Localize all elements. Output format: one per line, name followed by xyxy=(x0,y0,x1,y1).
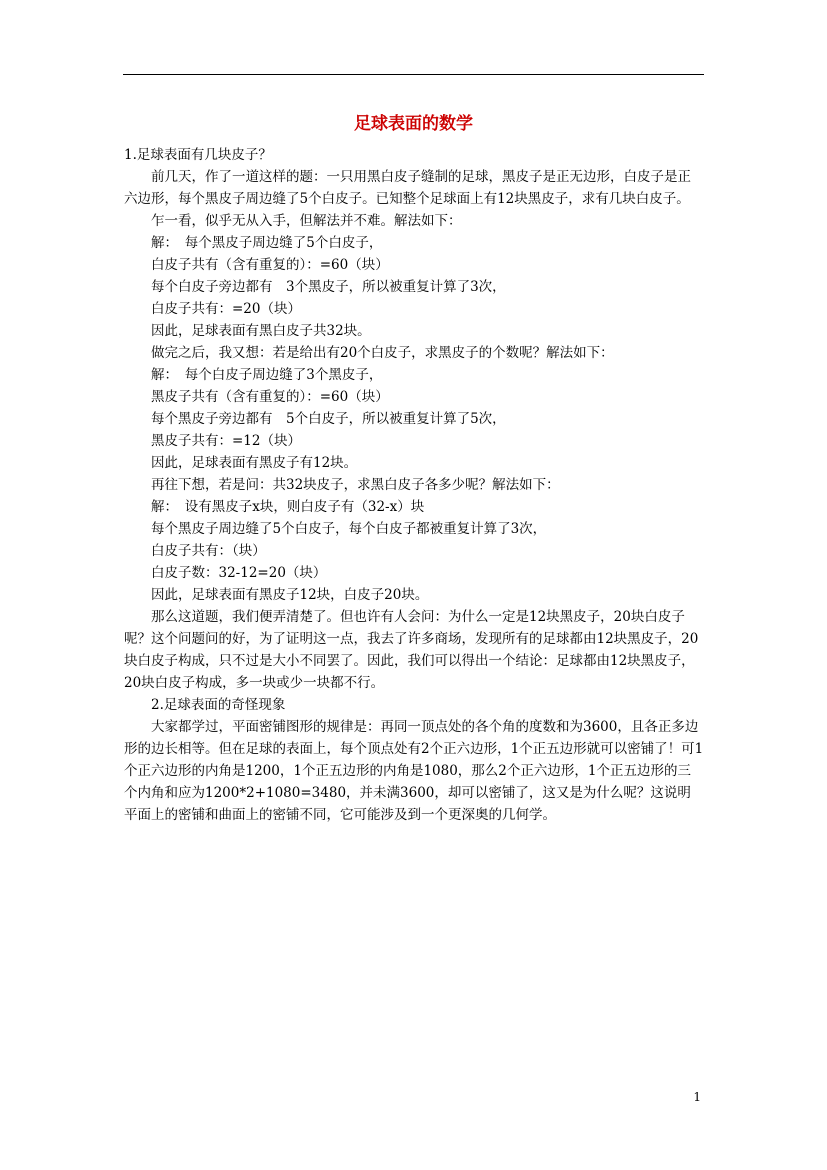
paragraph: 再往下想，若是问：共32块皮子，求黑白皮子各多少呢？解法如下： xyxy=(151,477,560,493)
page-number: 1 xyxy=(693,1090,701,1104)
section-2-heading: 2.足球表面的奇怪现象 xyxy=(151,697,286,713)
page-title: 足球表面的数学 xyxy=(354,114,473,134)
solution-line: 每个黑皮子周边缝了5个白皮子，每个白皮子都被重复计算了3次， xyxy=(151,521,547,537)
solution-line: 解： 设有黑皮子x块，则白皮子有（32-x）块 xyxy=(151,499,425,515)
paragraph: 大家都学过，平面密铺图形的规律是：再同一顶点处的各个角的度数和为3600，且各正多边形的边长相等。但在足球的表面上，每个顶点处有2个正六边形，1个正五边形就可以密铺了！可1个正六边形的内角是1200，1个正五边形的内角是1080，那么2个正六边形，1个正五边形的三个内角和应为1200*2+1080=3480，并未满3600，却可以密铺了，这又是为什么呢？这说明平面上的密铺和曲面上的密铺不同，它可能涉及到一个更深奥的几何学。 xyxy=(124,719,704,823)
solution-line: 解： 每个黑皮子周边缝了5个白皮子， xyxy=(151,235,383,251)
solution-line: 黑皮子共有（含有重复的）：=60（块） xyxy=(151,389,389,405)
article-body xyxy=(124,144,704,826)
solution-line: 因此，足球表面有黑皮子有12块。 xyxy=(151,455,358,471)
paragraph: 那么这道题，我们便弄清楚了。但也许有人会问：为什么一定是12块黑皮子，20块白皮子呢？这个问题问的好，为了证明这一点，我去了许多商场，发现所有的足球都由12块黑皮子，20块白皮子构成，只不过是大小不同罢了。因此，我们可以得出一个结论：足球都由12块黑皮子，20块白皮子构成，多一块或少一块都不行。 xyxy=(124,609,699,691)
solution-line: 每个白皮子旁边都有 3个黑皮子，所以被重复计算了3次， xyxy=(151,279,506,295)
solution-line: 因此，足球表面有黑白皮子共32块。 xyxy=(151,323,371,339)
solution-line: 黑皮子共有：=12（块） xyxy=(151,433,301,449)
paragraph: 乍一看，似乎无从入手，但解法并不难。解法如下： xyxy=(151,213,462,229)
solution-line: 解： 每个白皮子周边缝了3个黑皮子， xyxy=(151,367,383,383)
solution-line: 每个黑皮子旁边都有 5个白皮子，所以被重复计算了5次， xyxy=(151,411,506,427)
solution-line: 白皮子共有：（块） xyxy=(151,543,266,559)
paragraph: 做完之后，我又想：若是给出有20个白皮子，求黑皮子的个数呢？解法如下： xyxy=(151,345,614,361)
section-1-heading: 1.足球表面有几块皮子？ xyxy=(124,147,272,163)
solution-line: 因此，足球表面有黑皮子12块，白皮子20块。 xyxy=(151,587,429,603)
solution-line: 白皮子数：32-12=20（块） xyxy=(151,565,327,581)
solution-line: 白皮子共有：=20（块） xyxy=(151,301,301,317)
header-rule xyxy=(123,74,704,75)
paragraph: 前几天，作了一道这样的题：一只用黑白皮子缝制的足球，黑皮子是正无边形，白皮子是正六边形，每个黑皮子周边缝了5个白皮子。已知整个足球面上有12块黑皮子，求有几块白皮子。 xyxy=(124,169,691,207)
solution-line: 白皮子共有（含有重复的）：=60（块） xyxy=(151,257,389,273)
